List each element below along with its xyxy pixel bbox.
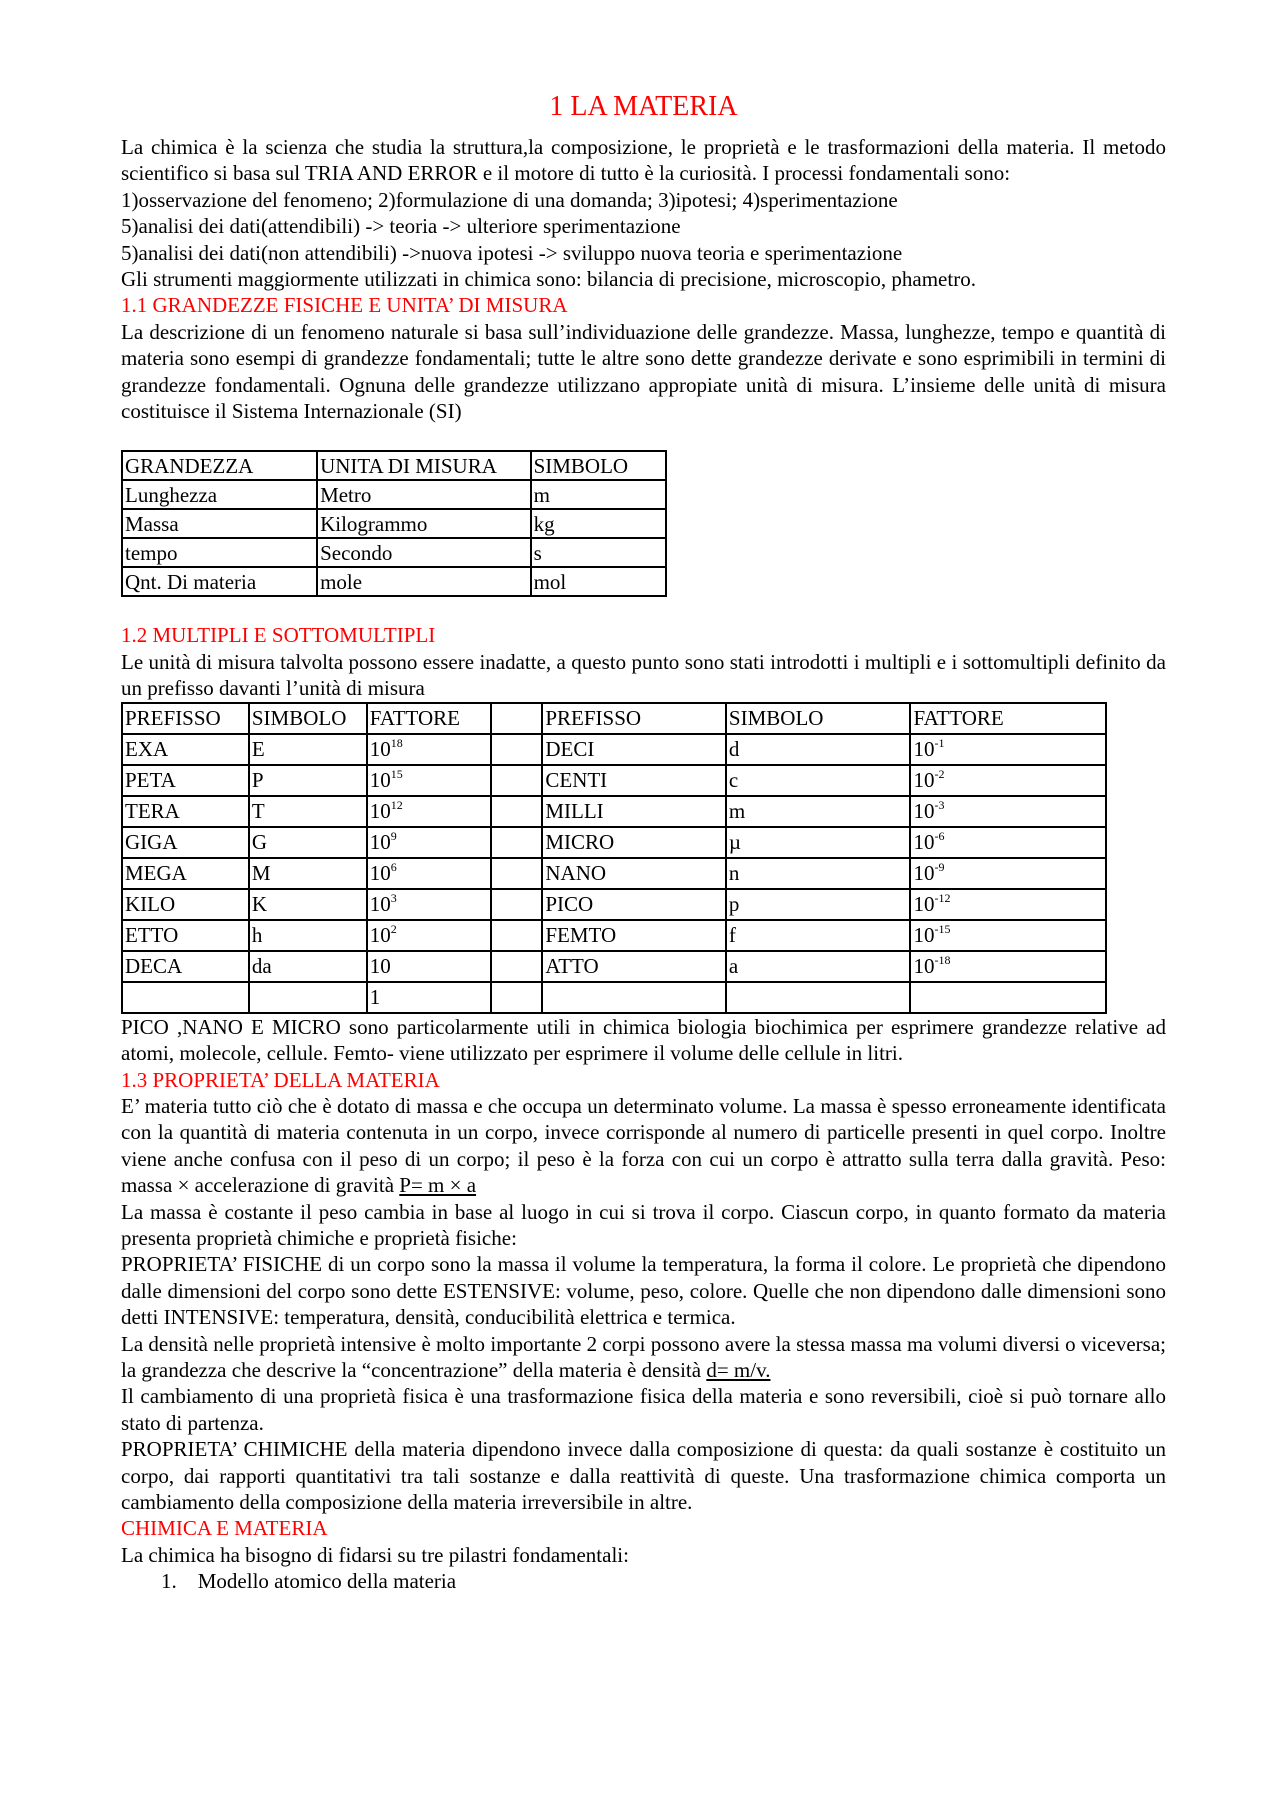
- spacer-cell: [491, 796, 543, 827]
- prefix-table: [121, 702, 1107, 1014]
- factor-cell: [910, 796, 1106, 827]
- table-cell: a: [726, 951, 911, 982]
- factor-cell: [367, 920, 491, 951]
- list-text: Modello atomico della materia: [197, 1569, 457, 1594]
- factor-base: 10: [369, 767, 391, 792]
- factor-exponent: 9: [390, 828, 397, 843]
- method-step-line: 5)analisi dei dati(non attendibili) ->nuova ipotesi -> sviluppo nuova teoria e sperimentazione: [121, 240, 903, 265]
- factor-base: 10: [369, 922, 391, 947]
- factor-cell: [367, 889, 491, 920]
- prefix-table-body: [122, 734, 1106, 1013]
- table-cell: Qnt. Di materia: [122, 567, 317, 596]
- table-cell: EXA: [122, 734, 249, 765]
- factor-base: 10: [913, 922, 935, 947]
- section-paragraph: PROPRIETA’ FISICHE di un corpo sono la massa il volume la temperatura, la forma il colore. Le proprietà che dipendono dalle dimensioni del corpo sono dette ESTENSIVE: volume, peso, colore. Quelle che non dipendono dalle dimensioni sono detti INTENSIVE: temperatura, densità, conducibilità elettrica e termica.: [121, 1252, 1166, 1330]
- factor-exponent: 3: [390, 890, 397, 905]
- table-header-cell: FATTORE: [367, 703, 491, 734]
- table-header-cell: PREFISSO: [542, 703, 726, 734]
- spacer-cell: [491, 765, 543, 796]
- table-cell: p: [726, 889, 911, 920]
- table-header-cell: GRANDEZZA: [122, 451, 317, 480]
- factor-cell: [367, 734, 491, 765]
- density-formula: d= m/v.: [706, 1357, 771, 1382]
- table-cell: Secondo: [317, 538, 531, 567]
- section-paragraph: PROPRIETA’ CHIMICHE della materia dipendono invece dalla composizione di questa: da quali sostanze è costituito un corpo, dai rapporti quantitativi tra tali sostanze e dalla reattività di queste. Una trasformazione chimica comporta un cambiamento della composizione della materia irreversibile in altre.: [121, 1437, 1166, 1514]
- factor-exponent: -15: [934, 921, 951, 936]
- section-heading-1-2: 1.2 MULTIPLI E SOTTOMULTIPLI: [121, 623, 436, 648]
- table-header-cell: SIMBOLO: [726, 703, 911, 734]
- section-paragraph: PICO ,NANO E MICRO sono particolarmente utili in chimica biologia biochimica per esprimere grandezze relative ad atomi, molecole, cellule. Femto- viene utilizzato per esprimere il volume delle cellule in litri.: [121, 1014, 1166, 1066]
- table-cell: TERA: [122, 796, 249, 827]
- table-cell: P: [249, 765, 367, 796]
- table-header-cell: FATTORE: [910, 703, 1106, 734]
- section-paragraph: La descrizione di un fenomeno naturale si basa sull’individuazione delle grandezze. Massa, lunghezze, tempo e quantità di materia sono esempi di grandezze fondamentali; tutte le altre sono dette grandezze derivate e sono esprimibili in termini di grandezze fondamentali. Ognuna delle grandezze utilizzano appropiate unità di misura. L’insieme delle unità di misura costituisce il Sistema Internazionale (SI): [121, 319, 1166, 424]
- factor-cell: [910, 827, 1106, 858]
- table-cell: mole: [317, 567, 531, 596]
- table-row: [122, 889, 1106, 920]
- method-step-line: 1)osservazione del fenomeno; 2)formulazione di una domanda; 3)ipotesi; 4)sperimentazione: [121, 187, 898, 212]
- si-units-table: [121, 450, 667, 597]
- table-cell: m: [531, 480, 666, 509]
- table-cell: da: [249, 951, 367, 982]
- spacer-cell: [491, 827, 543, 858]
- table-cell: G: [249, 827, 367, 858]
- factor-base: 10: [913, 953, 935, 978]
- table-cell: h: [249, 920, 367, 951]
- section-paragraph: [121, 1331, 1166, 1384]
- table-row: [122, 734, 1106, 765]
- table-cell: E: [249, 734, 367, 765]
- table-cell: Kilogrammo: [317, 509, 531, 538]
- table-cell: K: [249, 889, 367, 920]
- table-cell: [542, 982, 726, 1013]
- factor-base: 10: [369, 891, 391, 916]
- table-cell: PETA: [122, 765, 249, 796]
- table-cell: CENTI: [542, 765, 726, 796]
- list-number: 1.: [161, 1569, 177, 1594]
- factor-exponent: 6: [390, 859, 397, 874]
- table-header-row: [122, 451, 666, 480]
- section-paragraph: Il cambiamento di una proprietà fisica è una trasformazione fisica della materia e sono reversibili, cioè si può tornare allo stato di partenza.: [121, 1384, 1166, 1435]
- section-heading-chimica-materia: CHIMICA E MATERIA: [121, 1516, 328, 1541]
- table-cell: M: [249, 858, 367, 889]
- table-cell: DECI: [542, 734, 726, 765]
- factor-base: 10: [913, 860, 935, 885]
- factor-base: 10: [369, 860, 391, 885]
- table-cell: KILO: [122, 889, 249, 920]
- table-cell: FEMTO: [542, 920, 726, 951]
- table-cell: ATTO: [542, 951, 726, 982]
- factor-cell: [367, 827, 491, 858]
- factor-cell: [367, 858, 491, 889]
- list-item: [121, 1568, 1166, 1594]
- table-cell: Lunghezza: [122, 480, 317, 509]
- table-row: [122, 827, 1106, 858]
- table-cell: DECA: [122, 951, 249, 982]
- spacer-cell: [491, 889, 543, 920]
- table-cell: s: [531, 538, 666, 567]
- table-cell: Metro: [317, 480, 531, 509]
- table-cell: µ: [726, 827, 911, 858]
- factor-exponent: 15: [390, 766, 403, 781]
- intro-paragraph: La chimica è la scienza che studia la struttura,la composizione, le proprietà e le trasformazioni della materia. Il metodo scientifico si basa sul TRIA AND ERROR e il motore di tutto è la curiosità. I processi fondamentali sono:: [121, 135, 1166, 186]
- factor-base: 10: [369, 829, 391, 854]
- table-cell: PICO: [542, 889, 726, 920]
- paragraph-text: E’ materia tutto ciò che è dotato di massa e che occupa un determinato volume. La massa è spesso erroneamente identificata con la quantità di materia contenuta in un corpo, invece corrisponde al numero di particelle presenti in quel corpo. Inoltre viene anche confusa con il peso di un corpo; il peso è la forza con cui un corpo è attratto sulla terra dalla gravità. Peso: massa × accelerazione di gravità: [121, 1093, 1166, 1198]
- factor-base: 10: [913, 767, 935, 792]
- table-row: [122, 538, 666, 567]
- table-cell: tempo: [122, 538, 317, 567]
- section-paragraph: La chimica ha bisogno di fidarsi su tre pilastri fondamentali:: [121, 1542, 629, 1567]
- factor-exponent: -12: [934, 890, 951, 905]
- table-row: [122, 982, 1106, 1013]
- spacer-cell: [491, 734, 543, 765]
- section-paragraph: Le unità di misura talvolta possono essere inadatte, a questo punto sono stati introdotti i multipli e i sottomultipli definito da un prefisso davanti l’unità di misura: [121, 649, 1166, 701]
- factor-exponent: -6: [934, 828, 945, 843]
- factor-cell: [910, 889, 1106, 920]
- table-cell: f: [726, 920, 911, 951]
- factor-base: 10: [369, 798, 391, 823]
- table-row: [122, 765, 1106, 796]
- table-cell: [122, 982, 249, 1013]
- factor-base: 10: [369, 953, 391, 978]
- table-cell: [249, 982, 367, 1013]
- table-row: [122, 858, 1106, 889]
- spacer-cell: [491, 858, 543, 889]
- section-heading-1-1: 1.1 GRANDEZZE FISICHE E UNITA’ DI MISURA: [121, 293, 568, 318]
- table-cell: mol: [531, 567, 666, 596]
- method-step-line: 5)analisi dei dati(attendibili) -> teoria -> ulteriore sperimentazione: [121, 214, 681, 239]
- factor-exponent: 18: [390, 735, 403, 750]
- table-cell: T: [249, 796, 367, 827]
- table-row: [122, 920, 1106, 951]
- spacer-cell: [491, 951, 543, 982]
- table-cell: c: [726, 765, 911, 796]
- factor-exponent: -18: [934, 952, 951, 967]
- table-cell: m: [726, 796, 911, 827]
- factor-cell: [910, 734, 1106, 765]
- factor-exponent: 2: [390, 921, 397, 936]
- table-cell: n: [726, 858, 911, 889]
- factor-cell: [910, 982, 1106, 1013]
- table-cell: [726, 982, 911, 1013]
- factor-base: 1: [369, 984, 381, 1009]
- page-title: 1 LA MATERIA: [549, 91, 738, 122]
- factor-cell: [367, 765, 491, 796]
- table-row: [122, 796, 1106, 827]
- factor-cell: [367, 951, 491, 982]
- table-header-row: [122, 703, 1106, 734]
- spacer-cell: [491, 982, 543, 1013]
- factor-exponent: -9: [934, 859, 945, 874]
- factor-cell: [910, 920, 1106, 951]
- table-cell: Massa: [122, 509, 317, 538]
- table-header-cell: [491, 703, 543, 734]
- factor-cell: [910, 951, 1106, 982]
- factor-cell: [910, 765, 1106, 796]
- table-cell: MEGA: [122, 858, 249, 889]
- table-cell: NANO: [542, 858, 726, 889]
- section-paragraph: [121, 1093, 1166, 1199]
- factor-base: 10: [913, 798, 935, 823]
- table-row: [122, 951, 1106, 982]
- factor-cell: [367, 796, 491, 827]
- table-cell: ETTO: [122, 920, 249, 951]
- factor-base: 10: [913, 829, 935, 854]
- tools-line: Gli strumenti maggiormente utilizzati in chimica sono: bilancia di precisione, microscopio, phametro.: [121, 267, 976, 292]
- table-header-cell: PREFISSO: [122, 703, 249, 734]
- table-header-cell: UNITA DI MISURA: [317, 451, 531, 480]
- table-header-cell: SIMBOLO: [249, 703, 367, 734]
- table-cell: MICRO: [542, 827, 726, 858]
- table-row: [122, 567, 666, 596]
- factor-base: 10: [913, 736, 935, 761]
- weight-formula: P= m × a: [399, 1173, 477, 1198]
- factor-exponent: 12: [390, 797, 403, 812]
- factor-cell: [367, 982, 491, 1013]
- table-cell: GIGA: [122, 827, 249, 858]
- table-header-cell: SIMBOLO: [531, 451, 666, 480]
- factor-exponent: -3: [934, 797, 945, 812]
- paragraph-text: La densità nelle proprietà intensive è molto importante 2 corpi possono avere la stessa massa ma volumi diversi o viceversa; la grandezza che descrive la “concentrazione” della materia è densità: [121, 1331, 1166, 1382]
- factor-base: 10: [913, 891, 935, 916]
- factor-cell: [910, 858, 1106, 889]
- section-heading-1-3: 1.3 PROPRIETA’ DELLA MATERIA: [121, 1067, 440, 1092]
- table-row: [122, 509, 666, 538]
- spacer-cell: [491, 920, 543, 951]
- table-cell: d: [726, 734, 911, 765]
- table-cell: MILLI: [542, 796, 726, 827]
- table-cell: kg: [531, 509, 666, 538]
- factor-exponent: -1: [934, 735, 945, 750]
- document-page: [121, 90, 1166, 1595]
- table-row: [122, 480, 666, 509]
- factor-base: 10: [369, 736, 391, 761]
- factor-exponent: -2: [934, 766, 945, 781]
- section-paragraph: La massa è costante il peso cambia in base al luogo in cui si trova il corpo. Ciascun corpo, in quanto formato da materia presenta proprietà chimiche e proprietà fisiche:: [121, 1199, 1166, 1250]
